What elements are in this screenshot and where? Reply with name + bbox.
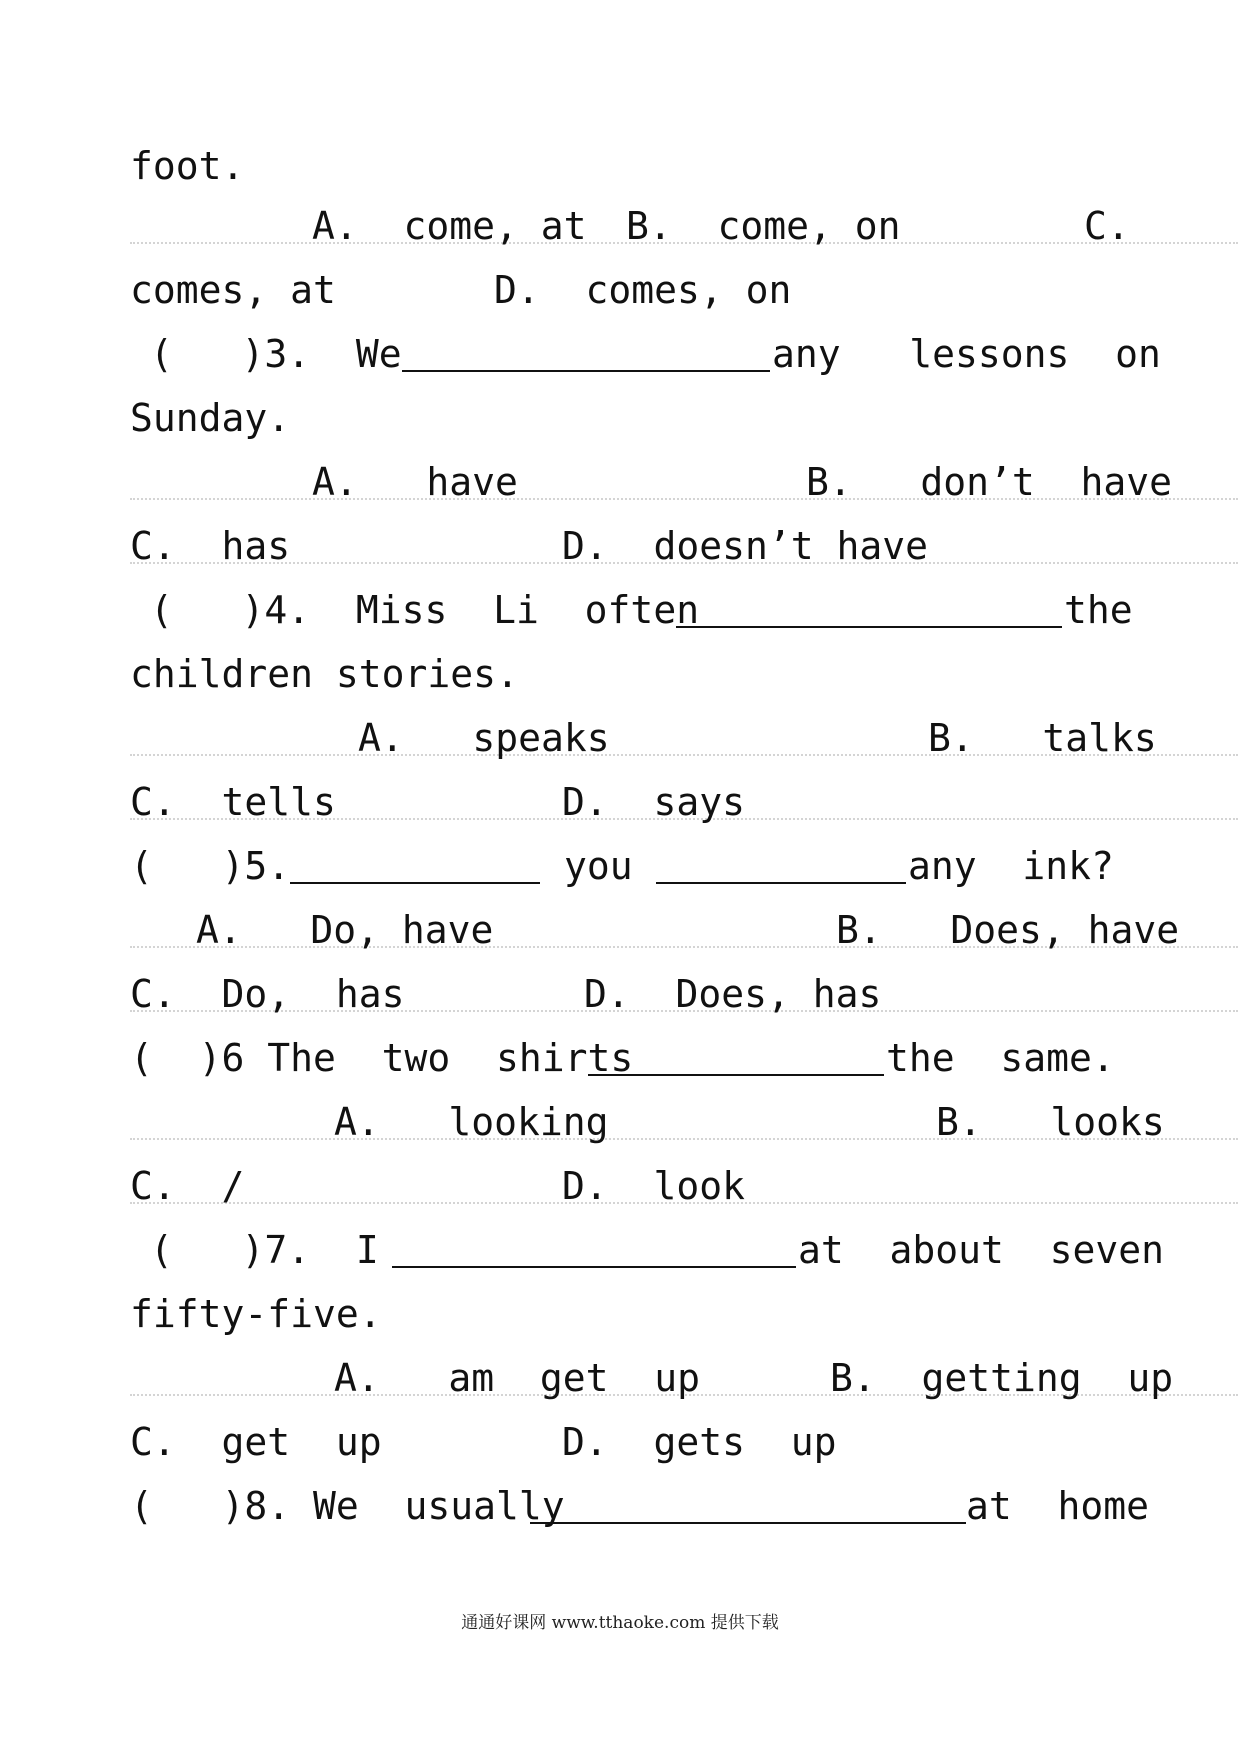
option-d: D. says — [562, 780, 746, 824]
question-3-options-line-2 — [130, 514, 1130, 578]
option-d: D. gets up — [562, 1420, 837, 1464]
question-4 — [130, 578, 1133, 642]
answer-blank[interactable] — [676, 626, 1062, 628]
option-b: B. don’t have — [806, 460, 1173, 504]
option-a: A. am get up — [334, 1356, 701, 1400]
question-7-number: ( )7. I — [150, 1228, 379, 1272]
question-7-options-line-2 — [130, 1410, 1130, 1474]
option-b: B. getting up — [830, 1356, 1174, 1400]
answer-blank-2[interactable] — [656, 882, 906, 884]
question-8 — [130, 1474, 1150, 1538]
answer-blank[interactable] — [392, 1266, 796, 1268]
question-4-number: ( )4. Miss Li often — [150, 588, 700, 632]
option-c: C. has — [130, 524, 291, 568]
answer-blank[interactable] — [530, 1522, 966, 1524]
option-a: A. come, at — [312, 204, 587, 248]
answer-blank[interactable] — [588, 1074, 884, 1076]
question-6 — [130, 1026, 1130, 1090]
question-5-text: any ink? — [908, 844, 1114, 888]
option-a: A. Do, have — [196, 908, 494, 952]
question-5-options-line-2 — [130, 962, 1130, 1026]
question-6-text: the same. — [886, 1036, 1115, 1080]
question-5 — [130, 834, 1130, 898]
question-8-number: ( )8. We usually — [130, 1484, 565, 1528]
question-2-continuation — [130, 134, 1130, 198]
option-d: D. Does, has — [584, 972, 882, 1016]
answer-blank-1[interactable] — [290, 882, 540, 884]
question-5-number: ( )5. — [130, 844, 291, 888]
question-8-text: at home — [966, 1484, 1150, 1528]
option-c-text: comes, at — [130, 268, 336, 312]
question-4-cont: children stories. — [130, 652, 519, 696]
question-3-cont: Sunday. — [130, 396, 291, 440]
option-c: C. get up — [130, 1420, 382, 1464]
question-6-options-line-2 — [130, 1154, 1130, 1218]
question-2-options-line-1 — [130, 194, 1130, 258]
question-7-options-line-1 — [130, 1346, 1174, 1410]
option-c: C. tells — [130, 780, 336, 824]
option-a: A. looking — [334, 1100, 609, 1144]
question-2-options-line-2 — [130, 258, 1130, 322]
question-3-text: any lessons on — [772, 332, 1161, 376]
question-6-options-line-1 — [130, 1090, 1165, 1154]
option-c-label: C. — [1084, 204, 1130, 248]
option-c: C. / — [130, 1164, 245, 1208]
page-footer: 通通好课网 www.tthaoke.com 提供下载 — [461, 1613, 779, 1633]
question-7 — [130, 1218, 1165, 1282]
question-5-options-line-1 — [130, 898, 1180, 962]
option-b: B. talks — [928, 716, 1157, 760]
question-4-text: the — [1064, 588, 1133, 632]
option-a: A. speaks — [358, 716, 610, 760]
question-6-number: ( )6 The two shirts — [130, 1036, 634, 1080]
option-b: B. Does, have — [836, 908, 1180, 952]
question-3 — [130, 322, 1161, 386]
option-b: B. looks — [936, 1100, 1165, 1144]
option-d: D. look — [562, 1164, 746, 1208]
question-3-number: ( )3. We — [150, 332, 402, 376]
option-a: A. have — [312, 460, 518, 504]
question-7-continuation — [130, 1282, 1130, 1346]
question-4-continuation — [130, 642, 1130, 706]
question-3-continuation — [130, 386, 1130, 450]
option-b: B. come, on — [626, 204, 901, 248]
question-4-options-line-2 — [130, 770, 1130, 834]
question-7-text: at about seven — [798, 1228, 1165, 1272]
question-4-options-line-1 — [130, 706, 1157, 770]
question-5-mid: you — [564, 844, 633, 888]
question-2-tail: foot. — [130, 144, 245, 188]
answer-blank[interactable] — [402, 370, 770, 372]
option-d: D. comes, on — [494, 268, 792, 312]
question-3-options-line-1 — [130, 450, 1173, 514]
question-7-cont: fifty-five. — [130, 1292, 382, 1336]
option-c: C. Do, has — [130, 972, 405, 1016]
option-d: D. doesn’t have — [562, 524, 929, 568]
